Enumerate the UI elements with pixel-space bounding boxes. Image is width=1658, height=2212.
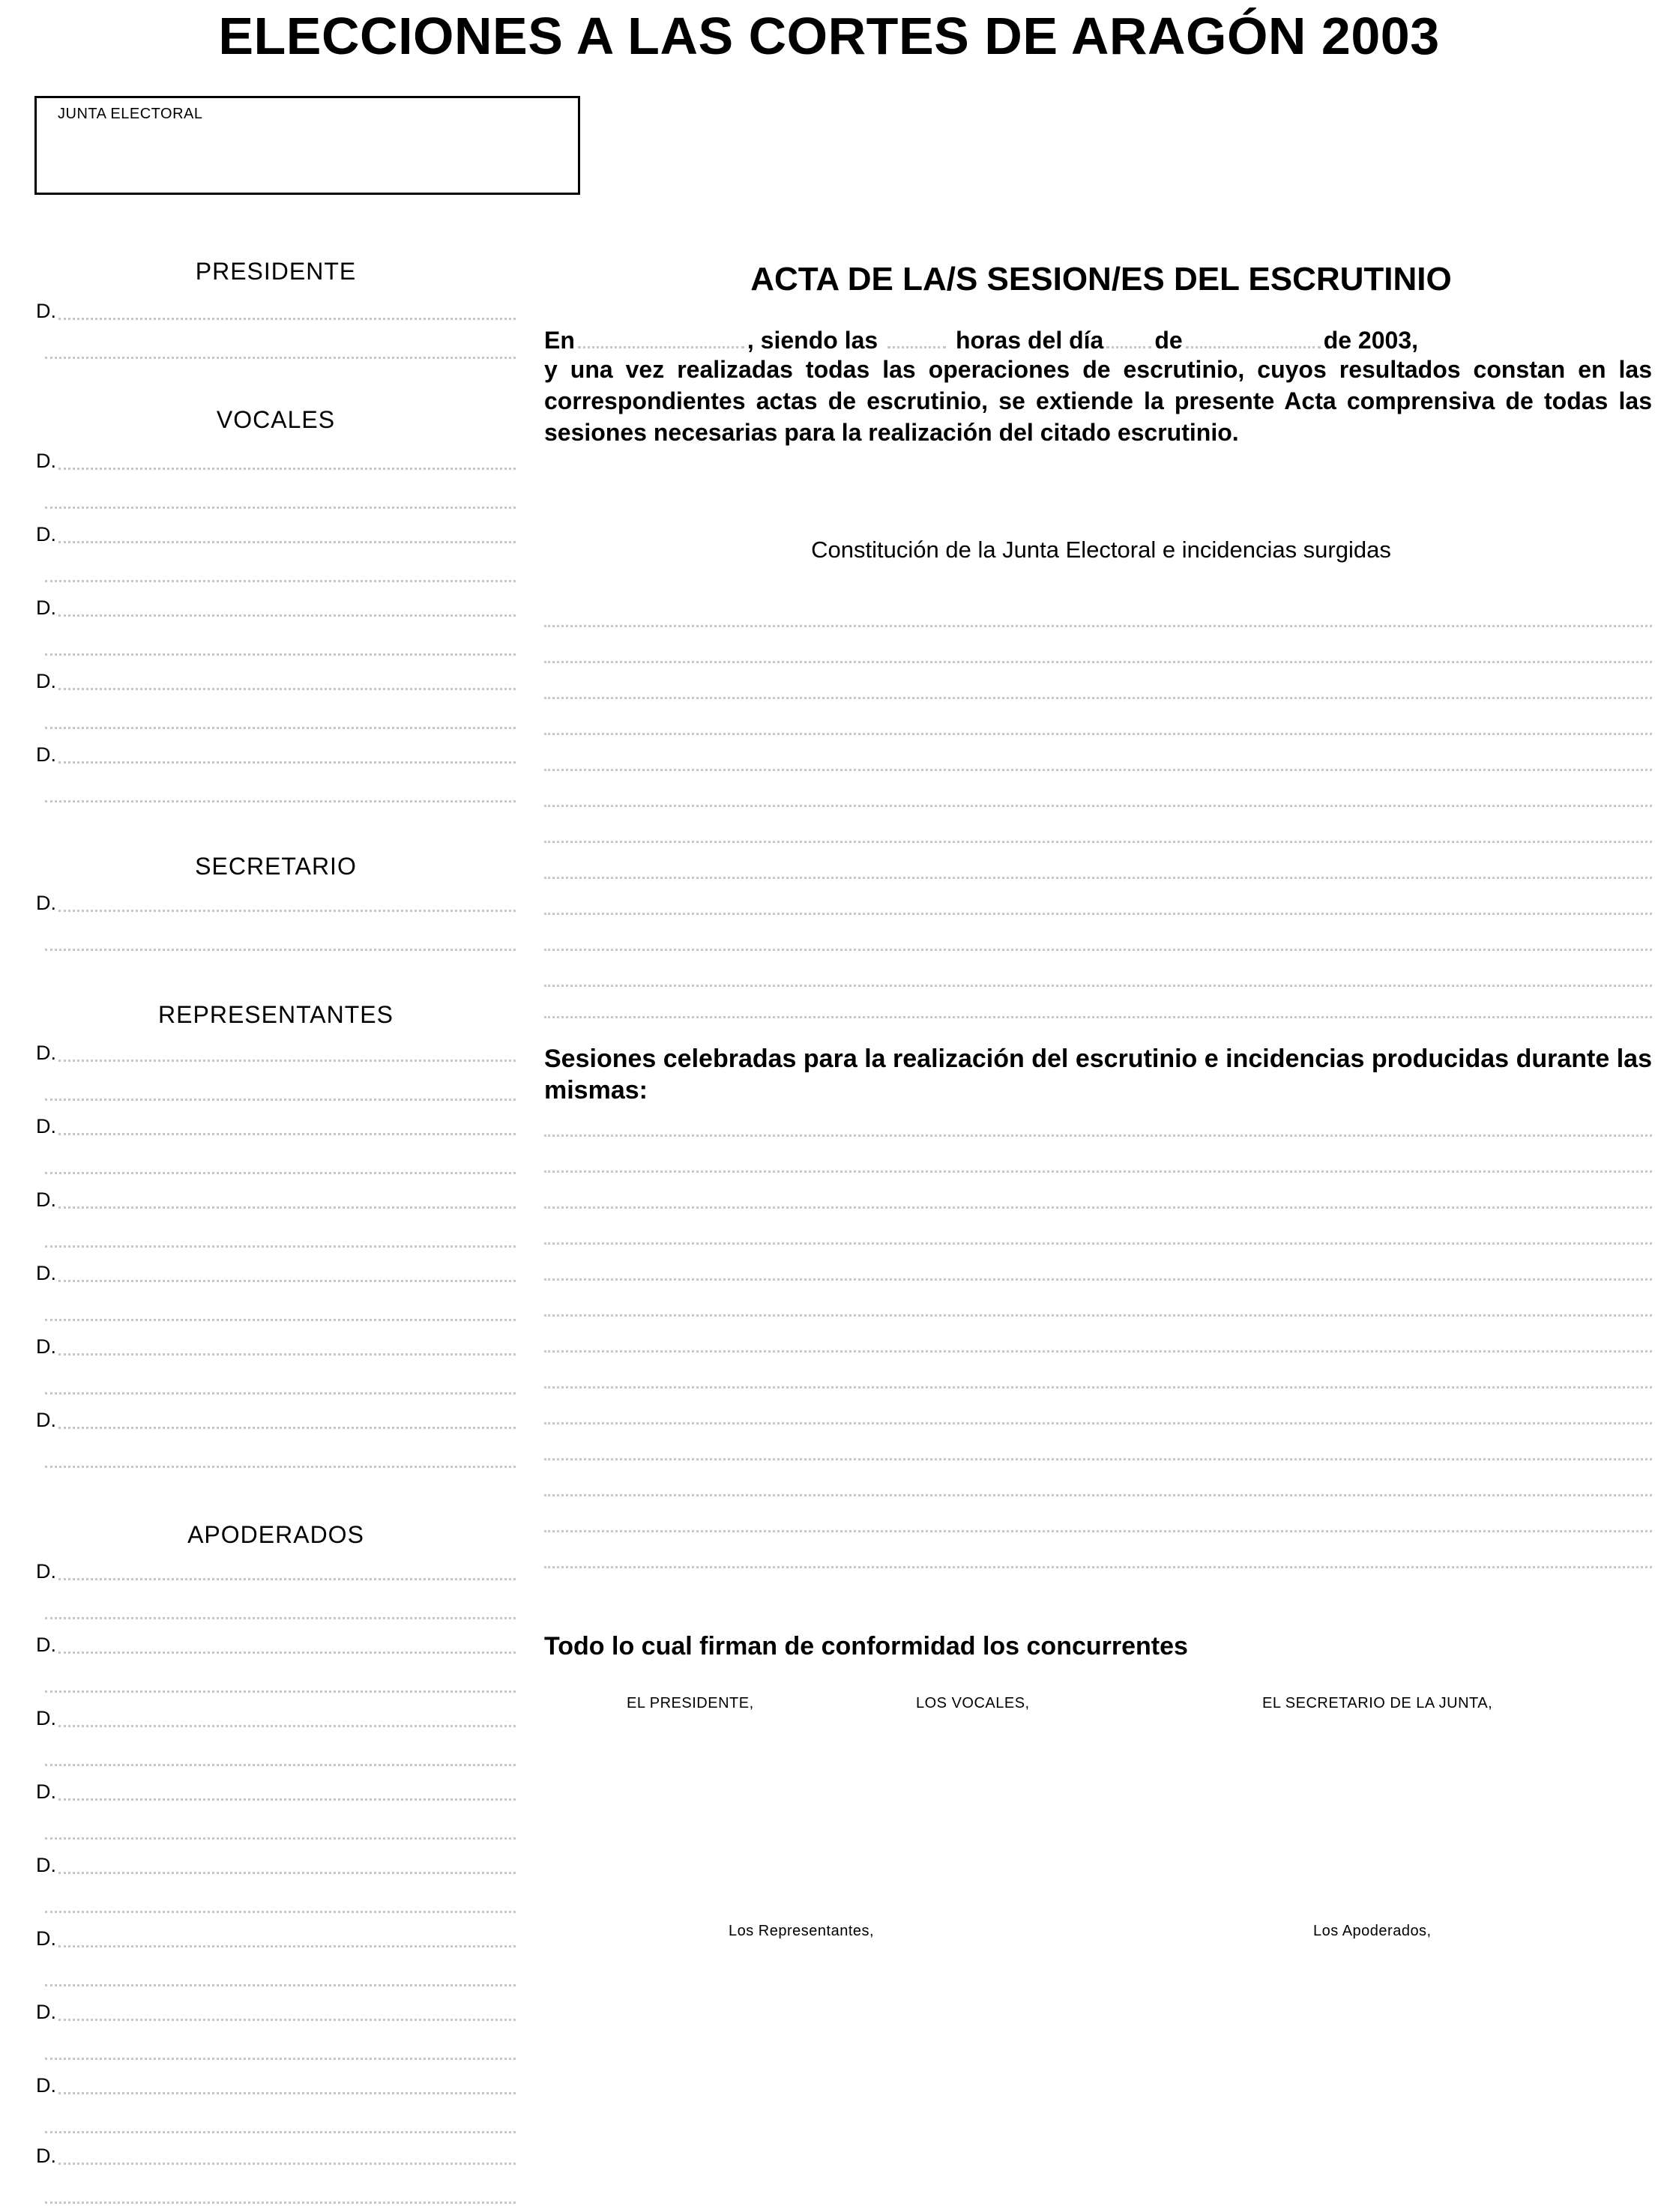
fill-line — [544, 1458, 1652, 1460]
intro-en: En — [544, 327, 575, 354]
constitucion-heading: Constitución de la Junta Electoral e incidencias surgidas — [811, 537, 1391, 563]
place-fill-line — [578, 346, 744, 348]
fill-line — [544, 1206, 1652, 1209]
name-line — [45, 1172, 516, 1174]
name-line — [58, 1945, 516, 1947]
fill-line — [544, 1134, 1652, 1137]
apoderado-entry — [36, 1560, 516, 1628]
representante-entry — [36, 1042, 516, 1109]
fill-line — [544, 625, 1652, 627]
name-line — [45, 1099, 516, 1101]
intro-de-year: de 2003, — [1323, 327, 1418, 354]
vocal-entry — [36, 743, 516, 811]
name-line — [58, 541, 516, 543]
junta-electoral-label: JUNTA ELECTORAL — [58, 106, 203, 122]
name-line — [58, 1427, 516, 1429]
fill-line — [544, 661, 1652, 663]
name-line — [45, 1690, 516, 1693]
fill-line — [544, 1566, 1652, 1568]
vocal-entry — [36, 596, 516, 664]
fill-line — [544, 733, 1652, 735]
name-line — [45, 2202, 516, 2204]
fill-line — [544, 1530, 1652, 1532]
d-prefix: D. — [36, 1409, 56, 1431]
d-prefix: D. — [36, 1780, 56, 1803]
name-line — [58, 318, 516, 320]
name-line — [45, 727, 516, 729]
vocal-entry — [36, 450, 516, 517]
name-line — [45, 580, 516, 582]
apoderado-entry — [36, 1927, 516, 1995]
name-line — [45, 1466, 516, 1468]
fill-line — [544, 1314, 1652, 1317]
d-prefix: D. — [36, 2001, 56, 2023]
d-prefix: D. — [36, 1634, 56, 1656]
secretario-signature-label: EL SECRETARIO DE LA JUNTA, — [1262, 1695, 1493, 1711]
name-line — [58, 910, 516, 912]
fill-line — [544, 913, 1652, 915]
apoderado-entry — [36, 2145, 516, 2212]
fill-line — [544, 1494, 1652, 1496]
day-fill-line — [1106, 346, 1151, 348]
name-line — [45, 1764, 516, 1766]
page-title: ELECCIONES A LAS CORTES DE ARAGÓN 2003 — [218, 7, 1440, 65]
d-prefix: D. — [36, 596, 56, 619]
name-line — [58, 2163, 516, 2165]
name-line — [58, 1353, 516, 1356]
name-line — [58, 2092, 516, 2094]
intro-horas-del-dia: horas del día — [955, 327, 1104, 354]
name-line — [58, 614, 516, 617]
d-prefix: D. — [36, 1188, 56, 1211]
name-line — [45, 2058, 516, 2060]
vocales-signature-label: LOS VOCALES, — [916, 1695, 1030, 1711]
name-line — [58, 1206, 516, 1209]
name-line — [58, 1872, 516, 1874]
d-prefix: D. — [36, 1707, 56, 1729]
intro-first-line — [544, 325, 1652, 355]
d-prefix: D. — [36, 2074, 56, 2097]
name-line — [58, 688, 516, 690]
d-prefix: D. — [36, 743, 56, 766]
presidente-heading: PRESIDENTE — [195, 258, 357, 285]
name-line — [58, 1798, 516, 1801]
name-line — [45, 507, 516, 509]
name-line — [58, 1725, 516, 1727]
fill-line — [544, 769, 1652, 771]
apoderados-heading: APODERADOS — [187, 1521, 364, 1548]
apoderado-entry — [36, 2001, 516, 2068]
fill-line — [544, 841, 1652, 843]
d-prefix: D. — [36, 523, 56, 546]
name-line — [45, 1911, 516, 1913]
name-line — [58, 468, 516, 470]
hour-fill-line — [887, 346, 946, 348]
fill-line — [544, 877, 1652, 879]
name-line — [58, 1133, 516, 1135]
fill-line — [544, 1016, 1652, 1018]
d-prefix: D. — [36, 1560, 56, 1583]
d-prefix: D. — [36, 1854, 56, 1876]
name-line — [45, 1392, 516, 1394]
name-line — [45, 653, 516, 656]
firma-heading: Todo lo cual firman de conformidad los concurrentes — [544, 1632, 1188, 1660]
representantes-heading: REPRESENTANTES — [158, 1001, 394, 1028]
name-line — [45, 800, 516, 803]
fill-line — [544, 1170, 1652, 1173]
apoderados-signature-label: Los Apoderados, — [1313, 1923, 1432, 1939]
fill-line — [544, 697, 1652, 699]
name-line — [45, 357, 516, 359]
d-prefix: D. — [36, 2145, 56, 2167]
fill-line — [544, 949, 1652, 951]
d-prefix: D. — [36, 300, 56, 322]
acta-heading: ACTA DE LA/S SESION/ES DEL ESCRUTINIO — [750, 261, 1452, 297]
representante-entry — [36, 1115, 516, 1182]
name-line — [45, 1837, 516, 1840]
vocal-entry — [36, 670, 516, 737]
representante-entry — [36, 1188, 516, 1256]
intro-de: de — [1154, 327, 1183, 354]
name-line — [45, 949, 516, 951]
presidente-entry — [36, 300, 516, 367]
d-prefix: D. — [36, 892, 56, 914]
month-fill-line — [1186, 346, 1321, 348]
name-line — [58, 2019, 516, 2021]
name-line — [45, 1617, 516, 1619]
fill-line — [544, 1422, 1652, 1424]
name-line — [58, 1060, 516, 1062]
fill-line — [544, 1350, 1652, 1353]
sesiones-heading: Sesiones celebradas para la realización del escrutinio e incidencias producidas durante las mismas: — [544, 1045, 1652, 1105]
d-prefix: D. — [36, 1042, 56, 1064]
name-line — [45, 1984, 516, 1986]
apoderado-entry — [36, 1780, 516, 1848]
name-line — [58, 1652, 516, 1654]
fill-line — [544, 1242, 1652, 1245]
representantes-signature-label: Los Representantes, — [729, 1923, 875, 1939]
d-prefix: D. — [36, 670, 56, 692]
name-line — [58, 1578, 516, 1580]
fill-line — [544, 985, 1652, 987]
d-prefix: D. — [36, 450, 56, 472]
junta-electoral-box — [34, 96, 580, 195]
d-prefix: D. — [36, 1927, 56, 1950]
representante-entry — [36, 1262, 516, 1329]
fill-line — [544, 1278, 1652, 1281]
intro-paragraph: y una vez realizadas todas las operaciones de escrutinio, cuyos resultados constan en las correspondientes actas de escrutinio, se extiende la presente Acta comprensiva de todas las sesiones necesarias para la realización del citado escrutinio. — [544, 356, 1652, 446]
apoderado-entry — [36, 2074, 516, 2142]
presidente-signature-label: EL PRESIDENTE, — [627, 1695, 754, 1711]
secretario-entry — [36, 892, 516, 959]
name-line — [58, 1280, 516, 1282]
fill-line — [544, 805, 1652, 807]
d-prefix: D. — [36, 1262, 56, 1284]
intro-siendo-las: , siendo las — [747, 327, 878, 354]
representante-entry — [36, 1335, 516, 1403]
fill-line — [544, 1386, 1652, 1388]
representante-entry — [36, 1409, 516, 1476]
secretario-heading: SECRETARIO — [195, 853, 357, 880]
apoderado-entry — [36, 1707, 516, 1774]
name-line — [45, 1245, 516, 1248]
d-prefix: D. — [36, 1115, 56, 1137]
vocal-entry — [36, 523, 516, 590]
name-line — [58, 761, 516, 764]
apoderado-entry — [36, 1634, 516, 1701]
vocales-heading: VOCALES — [216, 406, 336, 433]
d-prefix: D. — [36, 1335, 56, 1358]
apoderado-entry — [36, 1854, 516, 1921]
name-line — [45, 1319, 516, 1321]
name-line — [45, 2131, 516, 2133]
